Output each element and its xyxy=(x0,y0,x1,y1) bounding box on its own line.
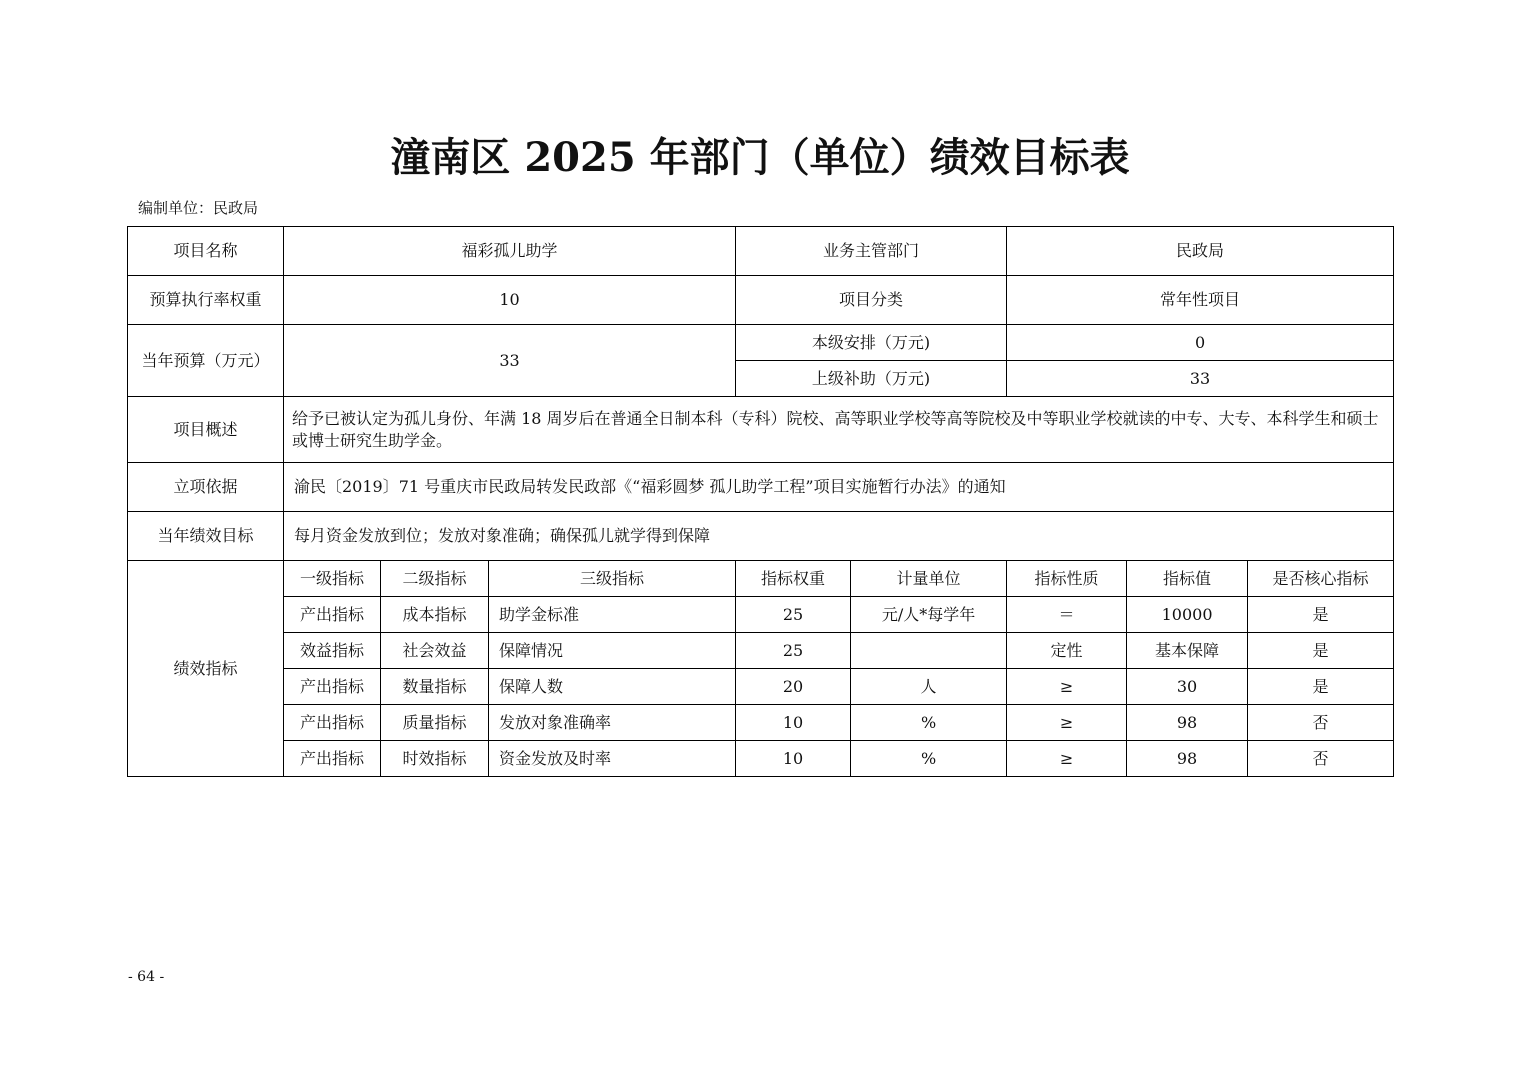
target-value-cell: 10000 xyxy=(1127,597,1248,633)
indicator-header: 二级指标 xyxy=(381,561,489,597)
unit-cell: 元/人*每学年 xyxy=(851,597,1007,633)
page-number: - 64 - xyxy=(128,969,165,985)
goal-label: 当年绩效目标 xyxy=(128,512,284,561)
local-value: 0 xyxy=(1007,325,1394,361)
level3-cell: 保障情况 xyxy=(489,633,736,669)
core-flag-cell: 否 xyxy=(1248,741,1394,777)
target-value-cell: 98 xyxy=(1127,741,1248,777)
level1-cell: 效益指标 xyxy=(284,633,381,669)
weight-value: 10 xyxy=(284,276,736,325)
level1-cell: 产出指标 xyxy=(284,669,381,705)
row-project-name xyxy=(128,227,1394,276)
indicator-row xyxy=(128,705,1394,741)
dept-label: 业务主管部门 xyxy=(736,227,1007,276)
core-flag-cell: 是 xyxy=(1248,669,1394,705)
indicator-row xyxy=(128,741,1394,777)
weight-label: 预算执行率权重 xyxy=(128,276,284,325)
level2-cell: 时效指标 xyxy=(381,741,489,777)
core-flag-cell: 是 xyxy=(1248,597,1394,633)
level2-cell: 成本指标 xyxy=(381,597,489,633)
indicator-header-row xyxy=(128,561,1394,597)
level3-cell: 资金发放及时率 xyxy=(489,741,736,777)
project-name-label: 项目名称 xyxy=(128,227,284,276)
weight-cell: 10 xyxy=(736,741,851,777)
local-label: 本级安排（万元) xyxy=(736,325,1007,361)
weight-cell: 25 xyxy=(736,633,851,669)
level1-cell: 产出指标 xyxy=(284,705,381,741)
level2-cell: 数量指标 xyxy=(381,669,489,705)
nature-cell: ≥ xyxy=(1007,669,1127,705)
budget-label: 当年预算（万元） xyxy=(128,325,284,397)
core-flag-cell: 否 xyxy=(1248,705,1394,741)
row-weight xyxy=(128,276,1394,325)
indicator-header: 一级指标 xyxy=(284,561,381,597)
overview-label: 项目概述 xyxy=(128,397,284,463)
upper-label: 上级补助（万元) xyxy=(736,361,1007,397)
indicator-row xyxy=(128,597,1394,633)
target-value-cell: 98 xyxy=(1127,705,1248,741)
nature-cell: ≥ xyxy=(1007,741,1127,777)
indicator-header: 是否核心指标 xyxy=(1248,561,1394,597)
target-value-cell: 30 xyxy=(1127,669,1248,705)
level1-cell: 产出指标 xyxy=(284,597,381,633)
indicator-label: 绩效指标 xyxy=(128,561,284,777)
row-basis xyxy=(128,463,1394,512)
unit-cell: 人 xyxy=(851,669,1007,705)
nature-cell: ≥ xyxy=(1007,705,1127,741)
level1-cell: 产出指标 xyxy=(284,741,381,777)
category-value: 常年性项目 xyxy=(1007,276,1394,325)
indicator-row xyxy=(128,633,1394,669)
level3-cell: 保障人数 xyxy=(489,669,736,705)
level2-cell: 质量指标 xyxy=(381,705,489,741)
unit-cell: % xyxy=(851,741,1007,777)
unit-cell: % xyxy=(851,705,1007,741)
level2-cell: 社会效益 xyxy=(381,633,489,669)
indicator-header: 指标权重 xyxy=(736,561,851,597)
indicator-row xyxy=(128,669,1394,705)
unit-cell xyxy=(851,633,1007,669)
weight-cell: 10 xyxy=(736,705,851,741)
weight-cell: 20 xyxy=(736,669,851,705)
indicator-header: 三级指标 xyxy=(489,561,736,597)
goal-text: 每月资金发放到位；发放对象准确；确保孤儿就学得到保障 xyxy=(284,512,1394,561)
core-flag-cell: 是 xyxy=(1248,633,1394,669)
performance-table xyxy=(127,226,1394,777)
indicator-header: 计量单位 xyxy=(851,561,1007,597)
page-title: 潼南区 2025 年部门（单位）绩效目标表 xyxy=(390,134,1130,181)
project-name-value: 福彩孤儿助学 xyxy=(284,227,736,276)
level3-cell: 助学金标准 xyxy=(489,597,736,633)
nature-cell: 定性 xyxy=(1007,633,1127,669)
dept-value: 民政局 xyxy=(1007,227,1394,276)
target-value-cell: 基本保障 xyxy=(1127,633,1248,669)
upper-value: 33 xyxy=(1007,361,1394,397)
row-overview xyxy=(128,397,1394,463)
basis-label: 立项依据 xyxy=(128,463,284,512)
overview-text: 给予已被认定为孤儿身份、年满 18 周岁后在普通全日制本科（专科）院校、高等职业学校等高等院校及中等职业学校就读的中专、大专、本科学生和硕士或博士研究生助学金。 xyxy=(284,397,1394,463)
category-label: 项目分类 xyxy=(736,276,1007,325)
row-budget-local xyxy=(128,325,1394,361)
level3-cell: 发放对象准确率 xyxy=(489,705,736,741)
weight-cell: 25 xyxy=(736,597,851,633)
indicator-header: 指标性质 xyxy=(1007,561,1127,597)
basis-text: 渝民〔2019〕71 号重庆市民政局转发民政部《“福彩圆梦 孤儿助学工程”项目实施暂行办法》的通知 xyxy=(284,463,1394,512)
budget-value: 33 xyxy=(284,325,736,397)
compiling-unit: 编制单位：民政局 xyxy=(138,199,259,217)
nature-cell: ＝ xyxy=(1007,597,1127,633)
row-goal xyxy=(128,512,1394,561)
indicator-header: 指标值 xyxy=(1127,561,1248,597)
